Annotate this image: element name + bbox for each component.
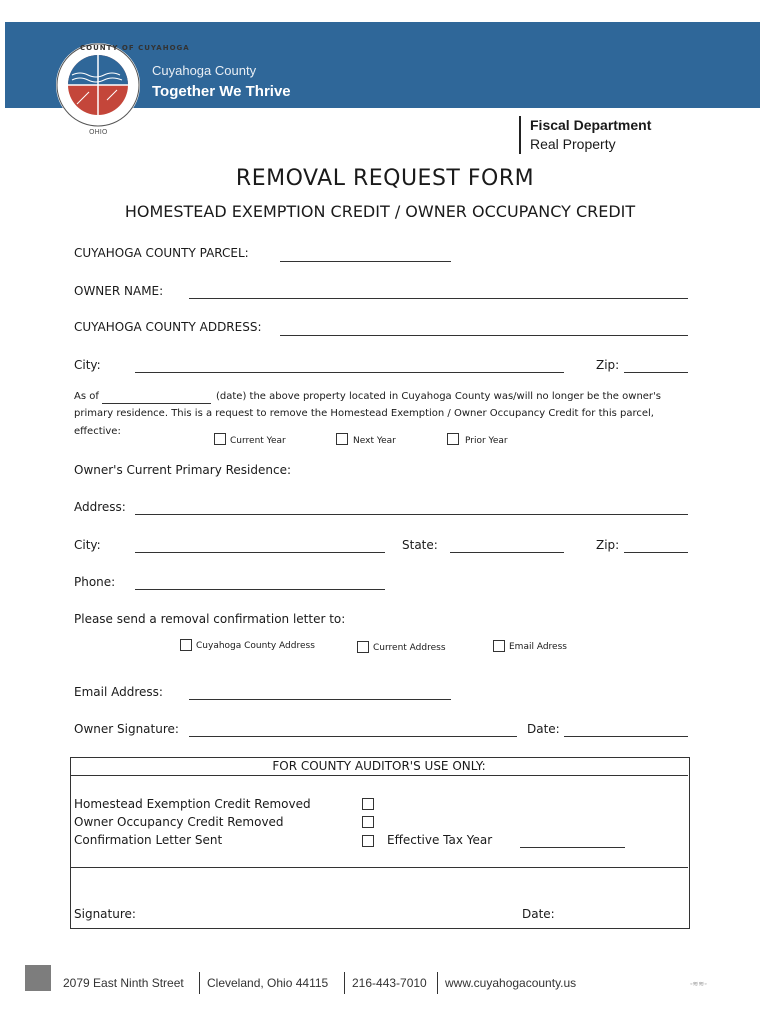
department-divider — [519, 116, 521, 154]
county-address-field[interactable] — [280, 335, 688, 336]
confirmation-sent-label: Confirmation Letter Sent — [74, 833, 223, 847]
res-state-field[interactable] — [450, 552, 564, 553]
auditor-heading: FOR COUNTY AUDITOR'S USE ONLY: — [70, 757, 688, 776]
send-current-checkbox[interactable] — [357, 641, 369, 653]
next-year-label: Next Year — [353, 436, 396, 446]
as-of-text: As of — [74, 391, 99, 402]
seal-bottom-text: OHIO — [89, 128, 108, 136]
res-zip-label: Zip: — [596, 538, 620, 552]
send-letter-label: Please send a removal confirmation letter to: — [74, 612, 346, 626]
footer-square — [25, 965, 51, 991]
signature-date-field[interactable] — [564, 736, 688, 737]
footer-logo-icon: ◦≋≋◦ — [690, 981, 707, 988]
owner-signature-field[interactable] — [189, 736, 517, 737]
email-label: Email Address: — [74, 685, 163, 699]
footer-separator — [199, 972, 200, 994]
as-of-date-field[interactable] — [102, 403, 211, 404]
department-name: Fiscal Department — [530, 117, 652, 133]
occupancy-removed-label: Owner Occupancy Credit Removed — [74, 815, 284, 829]
current-year-checkbox[interactable] — [214, 433, 226, 445]
owner-signature-label: Owner Signature: — [74, 722, 179, 736]
effective-tax-year-label: Effective Tax Year — [387, 833, 493, 847]
zip-field[interactable] — [624, 372, 688, 373]
owner-label: OWNER NAME: — [74, 284, 164, 298]
tagline: Together We Thrive — [152, 83, 291, 100]
residence-heading: Owner's Current Primary Residence: — [74, 463, 292, 477]
county-seal-icon — [55, 42, 141, 128]
footer-city: Cleveland, Ohio 44115 — [207, 976, 329, 990]
res-address-label: Address: — [74, 500, 126, 514]
prior-year-checkbox[interactable] — [447, 433, 459, 445]
zip-label: Zip: — [596, 358, 620, 372]
parcel-field[interactable] — [280, 261, 451, 262]
prior-year-label: Prior Year — [465, 436, 508, 446]
email-field[interactable] — [189, 699, 451, 700]
phone-field[interactable] — [135, 589, 385, 590]
owner-field[interactable] — [189, 298, 688, 299]
city-field[interactable] — [135, 372, 564, 373]
footer-separator — [437, 972, 438, 994]
current-year-label: Current Year — [230, 436, 286, 446]
signature-date-label: Date: — [527, 722, 560, 736]
res-zip-field[interactable] — [624, 552, 688, 553]
effective-tax-year-field[interactable] — [520, 847, 625, 848]
send-email-checkbox[interactable] — [493, 640, 505, 652]
send-county-label: Cuyahoga County Address — [196, 641, 315, 651]
occupancy-removed-checkbox[interactable] — [362, 816, 374, 828]
auditor-divider — [70, 867, 688, 868]
send-current-label: Current Address — [373, 643, 446, 653]
res-city-label: City: — [74, 538, 101, 552]
auditor-date-label: Date: — [522, 907, 555, 921]
city-label: City: — [74, 358, 101, 372]
confirmation-sent-checkbox[interactable] — [362, 835, 374, 847]
division-name: Real Property — [530, 136, 616, 152]
primary-residence-sentence: primary residence. This is a request to remove the Homestead Exemption / Owner Occupancy Credit for this parcel, — [74, 408, 654, 419]
county-address-label: CUYAHOGA COUNTY ADDRESS: — [74, 320, 262, 334]
homestead-removed-checkbox[interactable] — [362, 798, 374, 810]
form-title: REMOVAL REQUEST FORM — [235, 166, 535, 191]
res-address-field[interactable] — [135, 514, 688, 515]
phone-label: Phone: — [74, 575, 116, 589]
footer-street: 2079 East Ninth Street — [63, 976, 184, 990]
footer-phone: 216-443-7010 — [352, 976, 427, 990]
send-county-checkbox[interactable] — [180, 639, 192, 651]
footer-separator — [344, 972, 345, 994]
next-year-checkbox[interactable] — [336, 433, 348, 445]
form-subtitle: HOMESTEAD EXEMPTION CREDIT / OWNER OCCUPANCY CREDIT — [124, 202, 636, 221]
res-city-field[interactable] — [135, 552, 385, 553]
seal-top-text: COUNTY OF CUYAHOGA — [80, 44, 190, 52]
date-sentence: (date) the above property located in Cuyahoga County was/will no longer be the owner's — [216, 391, 661, 402]
county-name: Cuyahoga County — [152, 63, 257, 78]
auditor-signature-label: Signature: — [74, 907, 136, 921]
footer-website[interactable]: www.cuyahogacounty.us — [445, 976, 577, 990]
effective-label: effective: — [74, 426, 121, 437]
send-email-label: Email Adress — [509, 642, 567, 652]
homestead-removed-label: Homestead Exemption Credit Removed — [74, 797, 311, 811]
res-state-label: State: — [402, 538, 438, 552]
parcel-label: CUYAHOGA COUNTY PARCEL: — [74, 246, 249, 260]
